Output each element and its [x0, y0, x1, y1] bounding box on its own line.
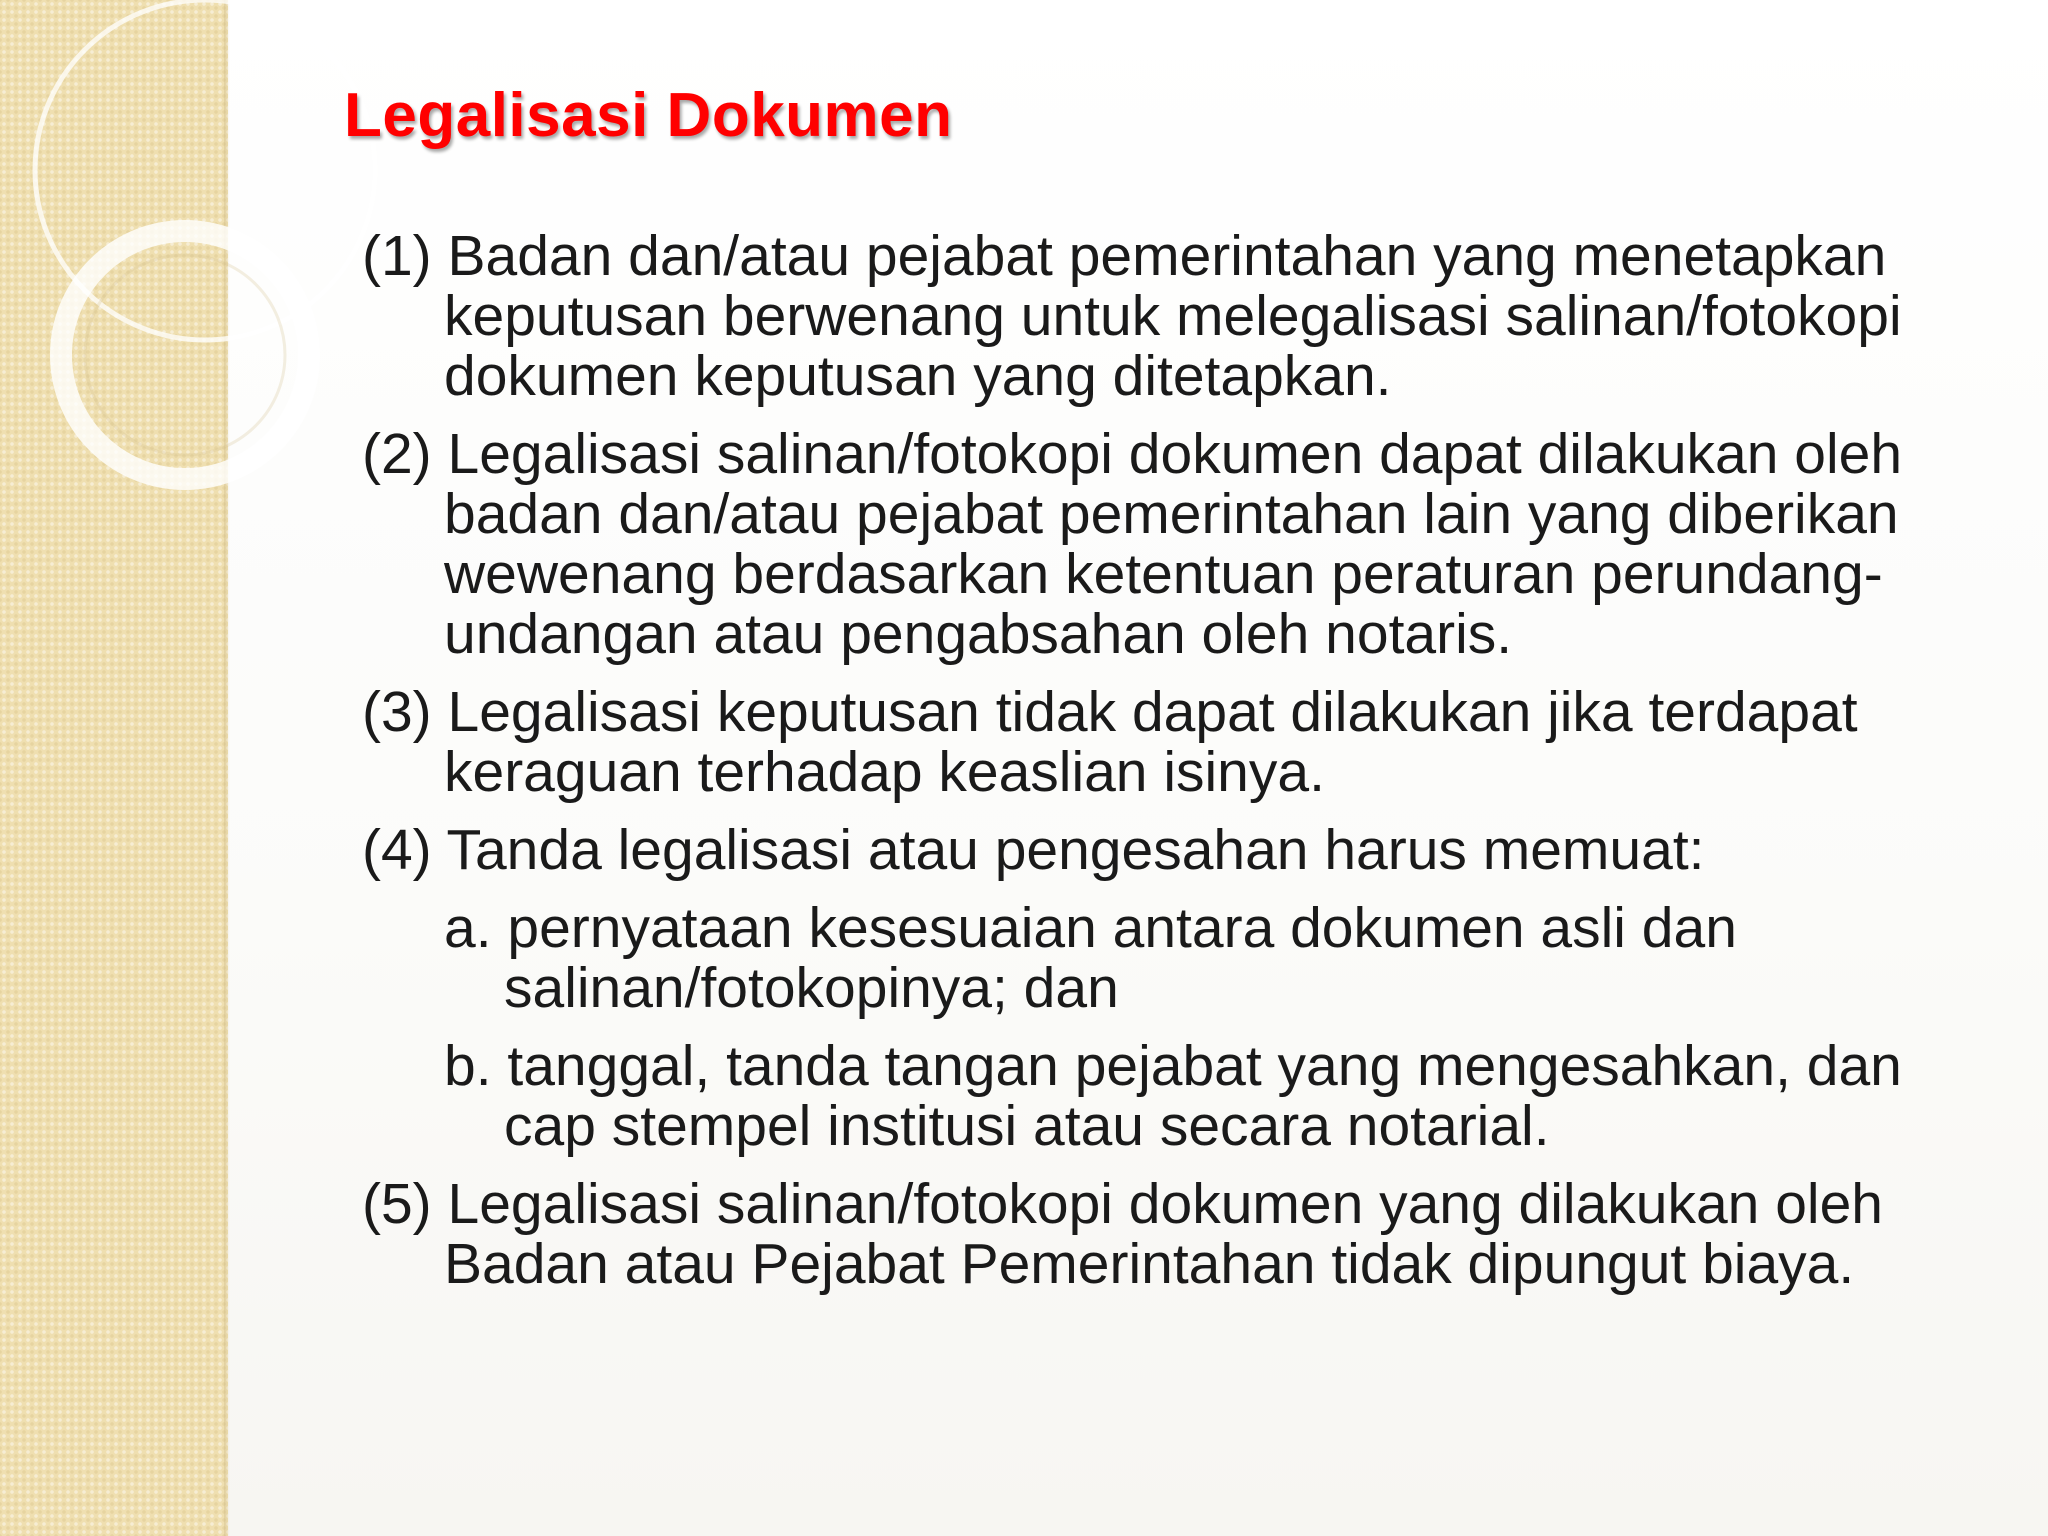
- item-text: Legalisasi salinan/fotokopi dokumen dapat dilakukan oleh badan dan/atau pejabat pemerintahan lain yang diberikan wewenang berdasarkan ketentuan peraturan perundang-undangan atau pengabsahan oleh notaris.: [444, 422, 1903, 666]
- small-ring-outer: [61, 231, 309, 479]
- slide-content: [362, 226, 1962, 1312]
- list-item-5: [362, 1174, 1962, 1294]
- slide-title: Legalisasi Dokumen: [344, 81, 953, 150]
- sub-item-text: tanggal, tanda tangan pejabat yang mengesahkan, dan cap stempel institusi atau secara notarial.: [504, 1034, 1902, 1158]
- sub-item-a: [444, 898, 1962, 1018]
- item-marker: (5): [362, 1172, 432, 1236]
- sub-item-marker: a.: [444, 896, 492, 960]
- sub-item-marker: b.: [444, 1034, 492, 1098]
- list-item-4: [362, 820, 1962, 880]
- item-marker: (3): [362, 680, 432, 744]
- item-marker: (4): [362, 818, 432, 882]
- list-item-3: [362, 682, 1962, 802]
- item-text: Badan dan/atau pejabat pemerintahan yang menetapkan keputusan berwenang untuk melegalisasi salinan/fotokopi dokumen keputusan yang ditetapkan.: [444, 224, 1902, 408]
- item-text: Legalisasi salinan/fotokopi dokumen yang dilakukan oleh Badan atau Pejabat Pemerintahan tidak dipungut biaya.: [444, 1172, 1883, 1296]
- sub-item-text: pernyataan kesesuaian antara dokumen asli dan salinan/fotokopinya; dan: [504, 896, 1737, 1020]
- list-item-1: [362, 226, 1962, 406]
- item-marker: (1): [362, 224, 432, 288]
- list-item-2: [362, 424, 1962, 664]
- item-text: Legalisasi keputusan tidak dapat dilakukan jika terdapat keraguan terhadap keaslian isinya.: [444, 680, 1858, 804]
- item-text: Tanda legalisasi atau pengesahan harus memuat:: [446, 818, 1705, 882]
- item-marker: (2): [362, 422, 432, 486]
- sub-item-b: [444, 1036, 1962, 1156]
- small-ring-inner: [85, 255, 285, 455]
